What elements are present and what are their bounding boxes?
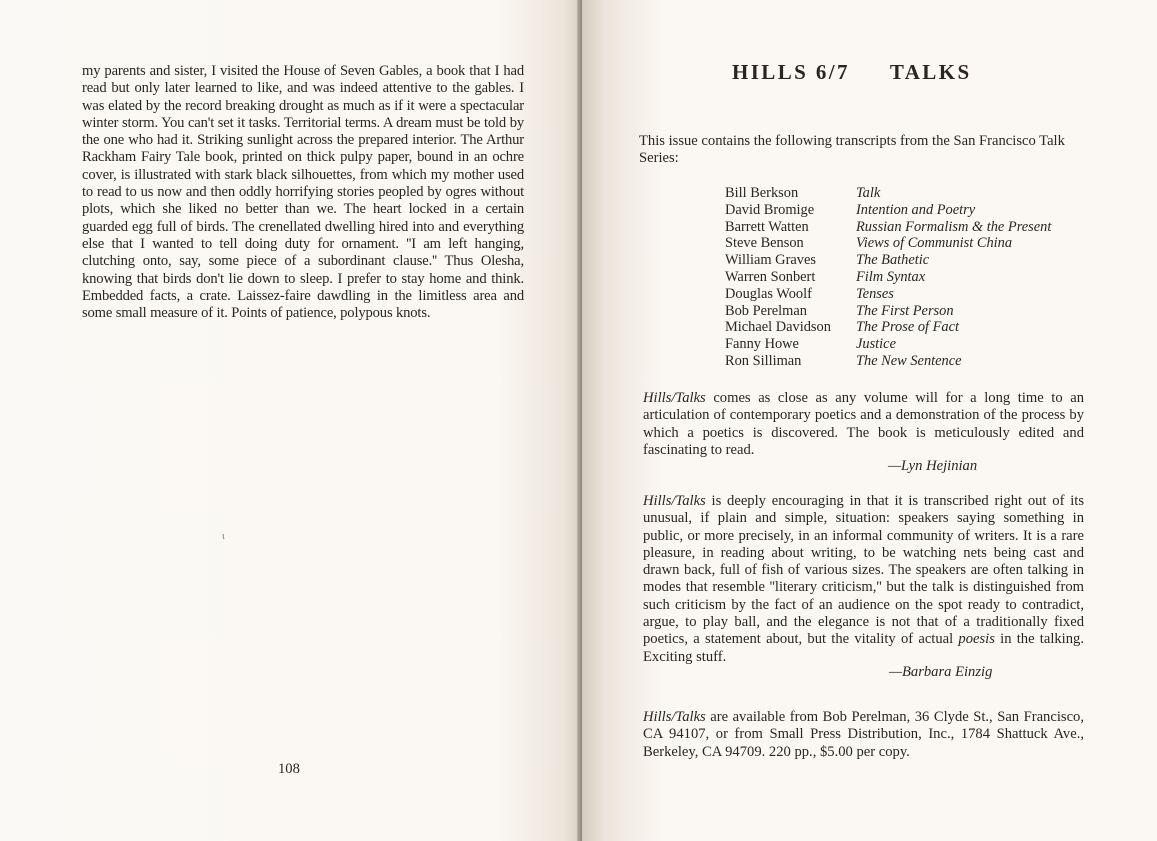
talks-table: [725, 185, 1051, 370]
talk-title: Russian Formalism & the Present: [856, 218, 1052, 235]
review-einzig-text-b: in the talking. Exciting stuff.: [643, 631, 1084, 665]
page-number: 108: [278, 761, 300, 777]
talk-row: [725, 185, 1051, 202]
talk-speaker: Fanny Howe: [725, 336, 799, 353]
talk-speaker: Warren Sonbert: [725, 268, 816, 285]
talk-title: The New Sentence: [856, 352, 962, 369]
talk-speaker: Ron Silliman: [725, 352, 802, 369]
review-einzig-text-a: is deeply encouraging in that it is transcribed right out of its unusual, if plain and simple, situation: speakers saying something in public, or more precisely, in an informal community of writers. It is a rare pleasure, in reading about writing, to be watching nets being cast and drawn back, full of fish of various sizes. The speakers are often talking in modes that resemble ''literary criticism,'' but the talk is distinguished from such criticism by the fact of an audience on the spot ready to contradict, argue, to play ball, and the elegance is not that of a traditionally fixed poetics, a statement about, but the vitality of actual: [643, 493, 1084, 648]
stray-mark: ι: [222, 531, 225, 542]
talk-speaker: Michael Davidson: [725, 319, 831, 336]
review-einzig-attribution: —Barbara Einzig: [889, 664, 993, 680]
talk-title: Intention and Poetry: [856, 201, 976, 218]
talk-speaker: David Bromige: [725, 201, 815, 218]
intro-paragraph: This issue contains the following transcripts from the San Francisco Talk Series:: [639, 133, 1065, 166]
talk-row: [725, 252, 1051, 269]
talk-row: [725, 319, 1051, 336]
talk-speaker: Steve Benson: [725, 235, 804, 252]
talk-title: The First Person: [856, 302, 954, 319]
talk-speaker: William Graves: [725, 252, 816, 269]
talk-row: [725, 353, 1051, 370]
review-hejinian-attribution: —Lyn Hejinian: [888, 458, 978, 474]
review-hejinian: [643, 390, 1084, 459]
talk-title: The Prose of Fact: [856, 319, 959, 336]
availability-text: are available from Bob Perelman, 36 Clyde St., San Francisco, CA 94107, or from Small Press Distribution, Inc., 1784 Shattuck Ave., Berkeley, CA 94709. 220 pp., $5.00 per copy.: [643, 709, 1084, 760]
page-title-hills: HILLS 6/7: [732, 60, 850, 84]
talk-row: [725, 303, 1051, 320]
talk-row: [725, 219, 1051, 236]
talk-speaker: Barrett Watten: [725, 218, 809, 235]
page-title: [732, 60, 972, 85]
talk-row: [725, 286, 1051, 303]
talk-speaker: Bill Berkson: [725, 185, 799, 201]
talk-speaker: Bob Perelman: [725, 302, 807, 319]
talk-row: [725, 235, 1051, 252]
talk-title: Justice: [856, 336, 896, 353]
review-einzig-emphasis: poesis: [958, 631, 995, 648]
talk-title: Film Syntax: [856, 268, 926, 285]
talk-title: Views of Communist China: [856, 235, 1013, 252]
review-hejinian-text: comes as close as any volume will for a long time to an articulation of contemporary poetics and a demonstration of the process by which a poetics is discovered. The book is meticulously edited and fascinating to read.: [643, 390, 1084, 458]
review-einzig: [643, 493, 1084, 666]
talk-title: The Bathetic: [856, 252, 930, 269]
book-title: Hills/Talks: [643, 709, 706, 725]
left-page-body: [82, 63, 524, 322]
talk-title: Talk: [856, 185, 881, 201]
talk-row: [725, 269, 1051, 286]
talk-row: [725, 336, 1051, 353]
availability-notice: [643, 709, 1084, 761]
talk-title: Tenses: [856, 285, 894, 302]
book-title: Hills/Talks: [643, 493, 706, 509]
book-title: Hills/Talks: [643, 390, 706, 406]
left-page-paragraph: my parents and sister, I visited the House of Seven Gables, a book that I had read but only later learned to like, and was indeed attentive to the gables. I was elated by the record breaking drought as much as if it were a spectacular winter storm. You can't set it tasks. Territorial terms. A dream must be told by the one who had it. Striking sunlight across the prepared interior. The Arthur Rackham Fairy Tale book, printed on thick pulpy paper, bound in an ochre cover, is illustrated with stark black silhouettes, from which my mother used to read to us now and then oddly horrifying stories peopled by ogres without plots, which she liked no better than we. The heart locked in a certain guarded egg full of birds. The crenellated dwelling hired into and everything else that I wanted to tell doing duty for ornament. ''I am left hanging, clutching onto, say, some piece of a subordinant clause.'' Thus Olesha, knowing that birds don't lie down to sleep. I prefer to stay home and think. Embedded facts, a crate. Laissez-faire dawdling in the limitless area and some small measure of it. Points of patience, polypous knots.: [82, 63, 524, 322]
page-title-talks: TALKS: [889, 60, 972, 84]
talk-speaker: Douglas Woolf: [725, 285, 812, 302]
talk-row: [725, 202, 1051, 219]
